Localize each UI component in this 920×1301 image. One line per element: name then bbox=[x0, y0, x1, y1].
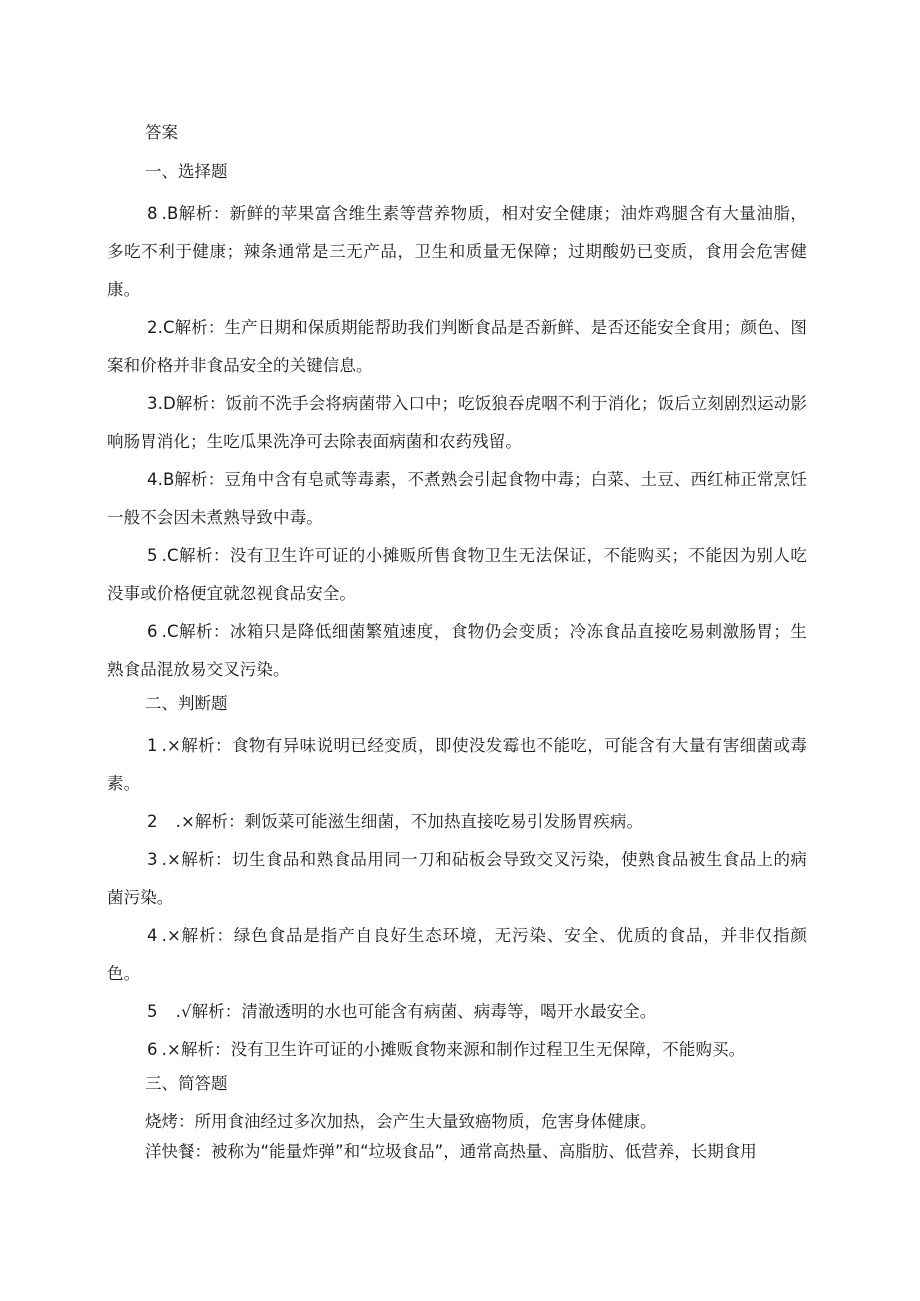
item-text: .√解析：清澈透明的水也可能含有病菌、病毒等，喝开水最安全。 bbox=[175, 1002, 657, 1021]
item-text: .×解析：绿色食品是指产自良好生态环境，无污染、安全、优质的食品，并非仅指颜色。 bbox=[107, 926, 807, 983]
item-number: 6 bbox=[147, 622, 158, 641]
item-number: 6 bbox=[147, 1040, 158, 1059]
judgment-answer-1 bbox=[107, 727, 807, 803]
choice-answer-5 bbox=[107, 537, 807, 613]
item-text: .C解析：冰箱只是降低细菌繁殖速度，食物仍会变质；冷冻食品直接吃易刺激肠胃；生熟食品混放易交叉污染。 bbox=[107, 622, 807, 679]
section-heading-short-answer: 三、简答题 bbox=[145, 1074, 228, 1093]
item-text: .×解析：剩饭菜可能滋生细菌，不加热直接吃易引发肠胃疾病。 bbox=[175, 812, 644, 831]
item-text: .B解析：新鲜的苹果富含维生素等营养物质，相对安全健康；油炸鸡腿含有大量油脂，多吃不利于健康；辣条通常是三无产品，卫生和质量无保障；过期酸奶已变质，食用会危害健康。 bbox=[107, 204, 807, 299]
answer-content bbox=[107, 118, 807, 1167]
item-text: 4.B解析：豆角中含有皂贰等毒素，不煮熟会引起食物中毒；白菜、土豆、西红柿正常烹饪一般不会因未煮熟导致中毒。 bbox=[107, 470, 807, 527]
item-text: .×解析：没有卫生许可证的小摊贩食物来源和制作过程卫生无保障，不能购买。 bbox=[161, 1040, 746, 1059]
judgment-answer-6 bbox=[107, 1031, 807, 1069]
short-answer-line-fastfood: 洋快餐：被称为“能量炸弹”和“垃圾食品”，通常高热量、高脂肪、低营养，长期食用 bbox=[145, 1142, 757, 1161]
item-number: 4 bbox=[147, 926, 158, 945]
item-text: .C解析：没有卫生许可证的小摊贩所售食物卫生无法保证，不能购买；不能因为别人吃没事或价格便宜就忽视食品安全。 bbox=[107, 546, 807, 603]
judgment-answer-5 bbox=[107, 993, 807, 1031]
item-number: 5 bbox=[147, 1002, 158, 1021]
section-heading-choice: 一、选择题 bbox=[145, 162, 228, 181]
item-text: 3.D解析：饭前不洗手会将病菌带入口中；吃饭狼吞虎咽不利于消化；饭后立刻剧烈运动影响肠胃消化；生吃瓜果洗净可去除表面病菌和农药残留。 bbox=[107, 394, 807, 451]
item-number: 5 bbox=[147, 546, 158, 565]
item-text: 2.C解析：生产日期和保质期能帮助我们判断食品是否新鲜、是否还能安全食用；颜色、图案和价格并非食品安全的关键信息。 bbox=[107, 318, 807, 375]
item-number: 2 bbox=[147, 812, 158, 831]
item-number: 1 bbox=[147, 736, 158, 755]
choice-answer-4 bbox=[107, 461, 807, 537]
section-heading-judgment: 二、判断题 bbox=[145, 694, 228, 713]
item-number: 3 bbox=[147, 850, 158, 869]
item-text: .×解析：切生食品和熟食品用同一刀和砧板会导致交叉污染，使熟食品被生食品上的病菌污染。 bbox=[107, 850, 807, 907]
item-text: .×解析：食物有异味说明已经变质，即使没发霉也不能吃，可能含有大量有害细菌或毒素。 bbox=[107, 736, 807, 793]
judgment-answer-2 bbox=[107, 803, 807, 841]
choice-answer-3 bbox=[107, 385, 807, 461]
choice-answer-6 bbox=[107, 613, 807, 689]
short-answer-line-bbq: 烧烤：所用食油经过多次加热，会产生大量致癌物质，危害身体健康。 bbox=[145, 1112, 657, 1131]
choice-answer-8 bbox=[107, 195, 807, 309]
item-number: 8 bbox=[147, 204, 158, 223]
page-title: 答案 bbox=[145, 123, 178, 142]
choice-answer-2 bbox=[107, 309, 807, 385]
judgment-answer-3 bbox=[107, 841, 807, 917]
judgment-answer-4 bbox=[107, 917, 807, 993]
